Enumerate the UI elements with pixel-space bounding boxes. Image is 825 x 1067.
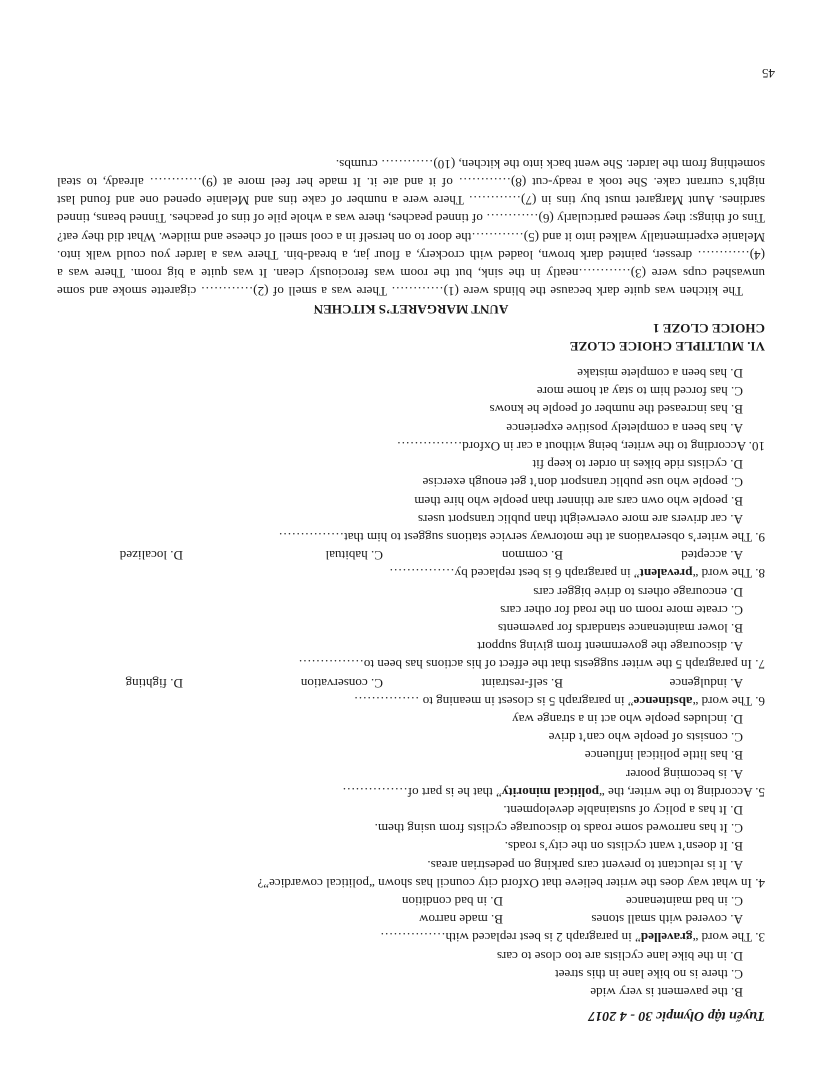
q5-stem: 5. According to the writer, the “political minority” that he is part of……………	[342, 784, 765, 800]
q7-stem: 7. In paragraph 5 the writer suggests that the effect of his actions has been to……………	[298, 657, 765, 673]
q3-options-row2	[57, 892, 765, 910]
q6-option-d: D. fighting	[125, 675, 183, 691]
q5-option-b: B. has little political influence	[584, 748, 743, 764]
section-title: VI. MULTIPLE CHOICE CLOZE	[569, 338, 765, 354]
page-header: Tuyển tập Olympic 30 - 4 2017	[588, 1008, 765, 1023]
q2-option-b: B. the pavement is very wide	[590, 985, 743, 1000]
q6-option-a: A. indulgence	[669, 675, 743, 691]
q4-stem: 4. In what way does the writer believe that Oxford city council has shown “political cowardice”?	[257, 875, 765, 891]
q10-option-c: C. has forced him to stay at home more	[536, 384, 743, 400]
q8-option-a: A. accepted	[681, 548, 743, 564]
q3-option-b: B. made narrow	[419, 912, 503, 928]
q2-option-c: C. there is no bike lane in this street	[555, 966, 743, 982]
q6-keyword: abstinence	[633, 693, 693, 709]
q2-option-d: D. in the bike lane cyclists are too close to cars	[496, 948, 743, 964]
q7-option-b: B. lower maintenance standards for pavements	[497, 620, 743, 636]
q8-options	[57, 546, 765, 564]
q8-option-b: B. common	[501, 548, 563, 564]
q5-option-d: D. includes people who act in a strange way	[512, 711, 743, 727]
q3-option-c: C. in bad maintenance	[625, 893, 743, 909]
q7-option-a: A. discourage the government from giving support	[477, 639, 743, 655]
q4-option-b: B. It doesn’t want cyclists on the city’s roads.	[504, 839, 743, 855]
q3-keyword: gravelled	[640, 930, 693, 946]
q3-option-d: D. in bad condition	[401, 893, 503, 909]
q9-option-a: A. car drivers are more overweight than public transport users	[417, 511, 743, 527]
q3-stem: 3. The word “gravelled” in paragraph 2 is best replaced with……………	[380, 930, 765, 946]
q5-option-c: C. consists of people who can’t drive	[548, 730, 743, 746]
q8-stem: 8. The word “prevalent” in paragraph 6 is best replaced by……………	[389, 566, 765, 582]
q6-options	[57, 673, 765, 691]
q9-option-c: C. people who use public transport don’t get enough exercise	[422, 475, 743, 491]
q10-option-a: A. has been a completely positive experience	[506, 420, 743, 436]
q9-option-d: D. cyclists ride bikes in order to keep fit	[532, 457, 743, 473]
q3-option-a: A. covered with small stones	[591, 912, 743, 928]
q4-option-d: D. It has a policy of sustainable development.	[503, 802, 743, 818]
q8-option-c: C. habitual	[325, 548, 383, 564]
q5-option-a: A. is becoming poorer	[625, 766, 743, 782]
q8-option-d: D. localized	[119, 548, 183, 564]
q10-option-b: B. has increased the number of people he knows	[489, 402, 743, 418]
q7-option-c: C. create more room on the road for other cars	[500, 602, 743, 618]
cloze-title: CHOICE CLOZE 1	[652, 320, 765, 336]
q8-keyword: prevalent	[639, 566, 693, 582]
page-number: 45	[762, 66, 775, 81]
q6-option-b: B. self-restraint	[481, 675, 563, 691]
q3-options-row1	[57, 910, 765, 928]
q4-option-a: A. It is reluctant to prevent cars parking on pedestrian areas.	[427, 857, 743, 873]
q10-option-d: D. has been a complete mistake	[577, 366, 743, 382]
passage-title: AUNT MARGARET’S KITCHEN	[313, 302, 509, 318]
q4-option-c: C. It has narrowed some roads to discourage cyclists from using them.	[374, 821, 743, 837]
q6-option-c: C. conservation	[300, 675, 383, 691]
q9-stem: 9. The writer’s observations at the motorway service stations suggest to him that……………	[278, 529, 765, 545]
q9-option-b: B. people who own cars are thinner than people who hire them	[414, 493, 743, 509]
q5-keyword: political minority	[501, 784, 599, 800]
q10-stem: 10. According to the writer, being without a car in Oxford……………	[396, 438, 765, 454]
document-body	[57, 155, 765, 1001]
q6-stem: 6. The word “abstinence” in paragraph 5 is closest in meaning to ……………	[353, 693, 765, 709]
passage-text: The kitchen was quite dark because the blinds were (1)………… There was a smell of (2)………… cigarette smoke and some unwashed cups were (3)…………neatly in the sink, but the room was ferociously clean. It was quite a big room. There was a (4)………… dresser, painted dark brown, loaded with crockery, a flour jar, a bread-bin. There was a larder you could walk into. Melanie experimentally walked into it and (5)…………the door to on herself in a cool smell of cheese and mildew. What did they eat? Tins of things: they seemed particularly (6)………… of tinned peaches, there was a whole pile of tins of peaches. Tinned beans, tinned sardines. Aunt Margaret must buy tins in (7)………… There were a number of cake tins and Melanie opened one and found last night’s currant cake. She took a ready-cut (8)………… of it and ate it. It made her feel more at (9)………… already, to steal something from the larder. She went back into the kitchen, (10)………… crumbs.	[57, 156, 765, 300]
q7-option-d: D. encourage others to drive bigger cars	[533, 584, 743, 600]
